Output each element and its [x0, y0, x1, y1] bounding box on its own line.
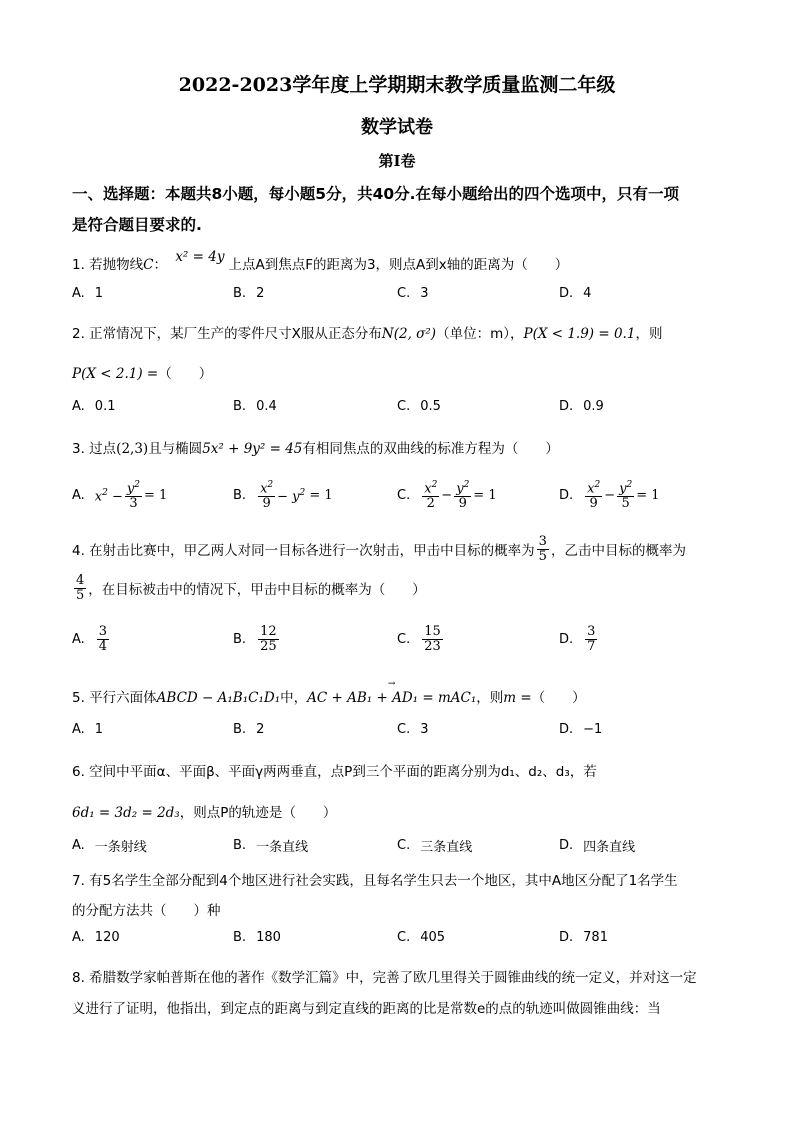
q1-equation: x² = 4y: [175, 249, 225, 265]
exam-volume: 第I卷: [378, 152, 416, 170]
q3-ellipse: 5x² + 9y² = 45: [202, 441, 303, 457]
q4-prob-jia: $\frac{3}{5}$: [538, 534, 547, 564]
q5-ask: m =: [503, 690, 532, 706]
q4-options: [72, 625, 732, 661]
q2-option-d[interactable]: D. 0.9: [559, 399, 604, 414]
q1-options: [72, 286, 732, 312]
q1-option-b[interactable]: B. 2: [233, 286, 265, 301]
q3-options: [72, 481, 732, 517]
q2-options: [72, 399, 732, 425]
q5-option-d[interactable]: D. −1: [559, 722, 603, 737]
q7-option-a[interactable]: A. 120: [72, 930, 120, 945]
q2-text3: ，则: [635, 326, 663, 342]
q3-option-c[interactable]: C. $\frac{x^2}{2}$ − $\frac{y^2}{9}$ = 1: [397, 480, 497, 511]
q1-option-d[interactable]: D. 4: [559, 286, 592, 301]
q2-option-b[interactable]: B. 0.4: [233, 399, 277, 414]
exam-subject: 数学试卷: [361, 117, 433, 138]
q5-options: [72, 722, 732, 748]
q6-text: ，则点P的轨迹是（ ）: [179, 805, 337, 821]
q5-text3: ，则: [476, 690, 504, 706]
q6-options: [72, 836, 732, 862]
q1-option-a[interactable]: A. 1: [72, 286, 104, 301]
q2-condition: P(X < 1.9) = 0.1: [523, 326, 636, 342]
question-2-line2: [72, 362, 212, 382]
question-6-line1: 6. 空间中平面α、平面β、平面γ两两垂直，点P到三个平面的距离分别为d₁、d₂、d₃，若: [72, 764, 597, 780]
q2-text1: 2. 正常情况下，某厂生产的零件尺寸X服从正态分布: [72, 326, 382, 342]
q5-solid: ABCD − A₁B₁C₁D₁: [156, 690, 281, 706]
q3-option-b[interactable]: B. $\frac{x^2}{9}$ − $y^2$ = 1: [233, 480, 333, 511]
question-8-line2: 义进行了证明，他指出，到定点的距离与到定直线的距离的比是常数e的点的轨迹叫做圆锥曲线：当: [72, 1001, 661, 1017]
exam-title: 2022-2023学年度上学期期末教学质量监测二年级: [178, 74, 616, 96]
q7-option-b[interactable]: B. 180: [233, 930, 281, 945]
q5-option-b[interactable]: B. 2: [233, 722, 265, 737]
q6-option-c[interactable]: C. 三条直线: [397, 838, 473, 855]
q3-text2: 且与椭圆: [148, 441, 203, 457]
question-5: [72, 686, 586, 706]
q4-option-c[interactable]: C. $\frac{15}{23}$: [397, 624, 441, 654]
q5-text4: （ ）: [531, 690, 586, 706]
q2-ask: P(X < 2.1) =: [72, 366, 159, 382]
question-6-line2: [72, 801, 336, 821]
q2-option-a[interactable]: A. 0.1: [72, 399, 116, 414]
q2-option-c[interactable]: C. 0.5: [397, 399, 441, 414]
q6-option-d[interactable]: D. 四条直线: [559, 838, 636, 855]
question-8-line1: 8. 希腊数学家帕普斯在他的著作《数学汇篇》中，完善了欧几里得关于圆锥曲线的统一定义，并对这一定: [72, 970, 697, 986]
q1-colon: ：: [153, 257, 168, 273]
q3-option-a[interactable]: A. $x^2$ − $\frac{y^2}{3}$ = 1: [72, 480, 168, 511]
q5-option-c[interactable]: C. 3: [397, 722, 429, 737]
q1-option-c[interactable]: C. 3: [397, 286, 429, 301]
q5-text2: 中，: [280, 690, 308, 706]
question-4-line2: [72, 574, 426, 602]
q4-text2: ，乙击中目标的概率为: [550, 543, 686, 560]
q5-vector-equation: → AC + AB₁ + AD₁ = mAC₁: [307, 690, 476, 706]
q1-text: 上点A到焦点F的距离为3，则点A到x轴的距离为（ ）: [228, 257, 569, 273]
q5-option-a[interactable]: A. 1: [72, 722, 104, 737]
section-instruction-line1: 一、选择题：本题共8小题，每小题5分，共40分.在每小题给出的四个选项中，只有一项: [72, 185, 680, 203]
question-1: [72, 249, 569, 273]
q6-option-a[interactable]: A. 一条射线: [72, 838, 147, 855]
question-4-line1: [72, 535, 686, 563]
q3-text3: 有相同焦点的双曲线的标准方程为（ ）: [302, 441, 559, 457]
q4-option-d[interactable]: D. $\frac{3}{7}$: [559, 624, 596, 654]
q4-option-b[interactable]: B. $\frac{12}{25}$: [233, 624, 277, 654]
question-7-line2: 的分配方法共（ ）种: [72, 903, 221, 919]
q2-distribution: N(2, σ²): [381, 326, 437, 342]
q7-options: [72, 930, 732, 956]
q4-text1: 4. 在射击比赛中，甲乙两人对同一目标各进行一次射击，甲击中目标的概率为: [72, 543, 535, 560]
q7-option-d[interactable]: D. 781: [559, 930, 608, 945]
q4-option-a[interactable]: A. $\frac{3}{4}$: [72, 624, 108, 654]
q3-option-d[interactable]: D. $\frac{x^2}{9}$ − $\frac{y^2}{5}$ = 1: [559, 480, 660, 511]
question-3: [72, 437, 559, 457]
section-instruction-line2: 是符合题目要求的.: [72, 216, 202, 234]
q6-condition: 6d₁ = 3d₂ = 2d₃: [72, 805, 180, 821]
q2-text4: （ ）: [158, 366, 213, 382]
q4-prob-yi: $\frac{4}{5}$: [76, 573, 85, 603]
q1-prefix: 1. 若抛物线: [72, 257, 144, 273]
q2-text2: （单位：m），: [436, 326, 524, 342]
question-7-line1: 7. 有5名学生全部分配到4个地区进行社会实践，且每名学生只去一个地区，其中A地区分配了1名学生: [72, 873, 678, 889]
q3-point: (2,3): [116, 441, 149, 457]
q5-text1: 5. 平行六面体: [72, 690, 157, 706]
q6-option-b[interactable]: B. 一条直线: [233, 838, 309, 855]
question-2-line1: [72, 322, 662, 342]
q7-option-c[interactable]: C. 405: [397, 930, 446, 945]
q4-text3: ，在目标被击中的情况下，甲击中目标的概率为（ ）: [88, 582, 426, 599]
q3-text1: 3. 过点: [72, 441, 117, 457]
q1-curve-name: C: [143, 257, 154, 273]
